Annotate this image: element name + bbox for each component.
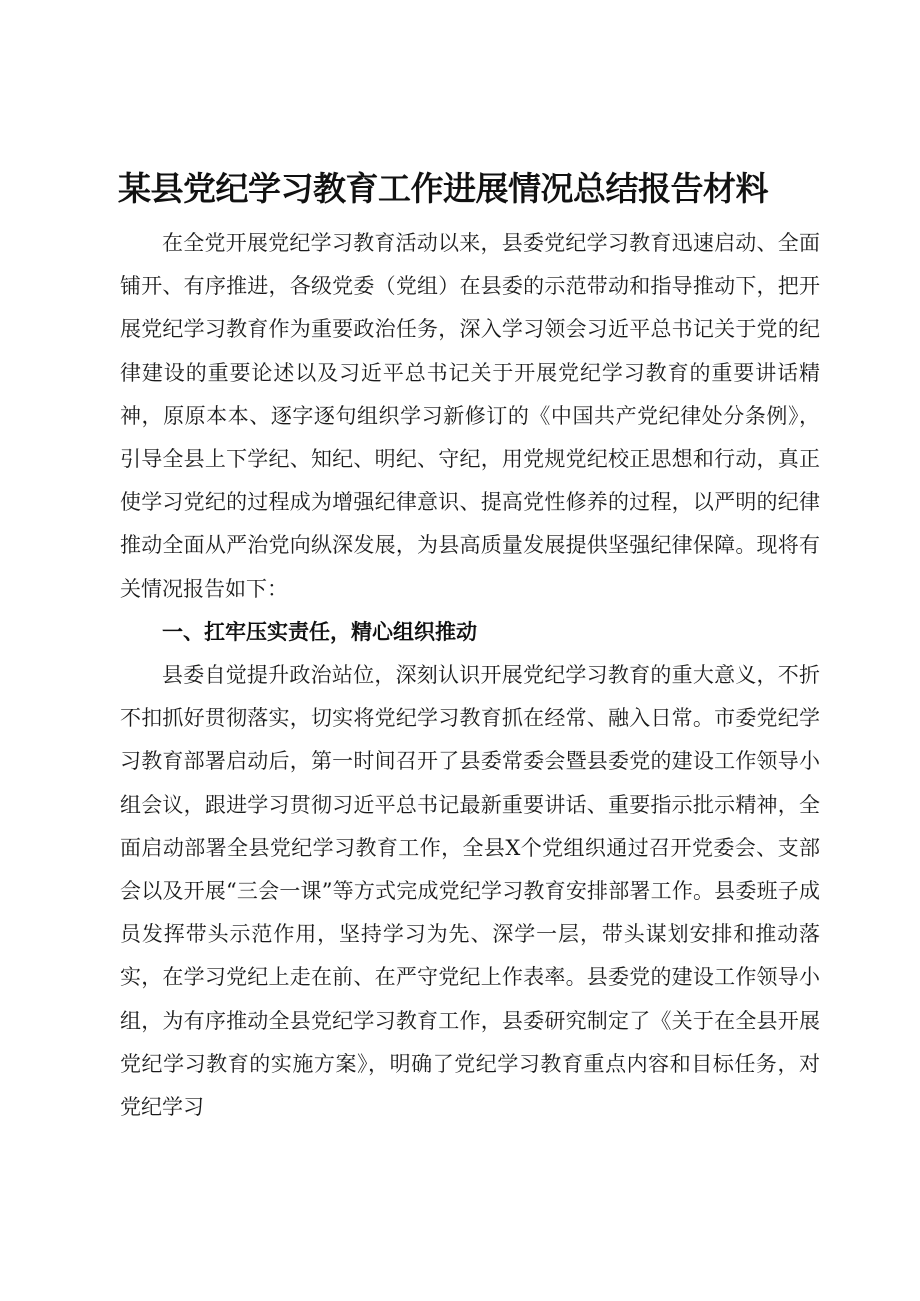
document-title: 某县党纪学习教育工作进展情况总结报告材料 — [118, 169, 768, 208]
document-body — [120, 222, 820, 1129]
intro-paragraph: 在全党开展党纪学习教育活动以来，县委党纪学习教育迅速启动、全面铺开、有序推进，各级党委（党组）在县委的示范带动和指导推动下，把开展党纪学习教育作为重要政治任务，深入学习领会习近平总书记关于党的纪律建设的重要论述以及习近平总书记关于开展党纪学习教育的重要讲话精神，原原本本、逐字逐句组织学习新修订的《中国共产党纪律处分条例》，引导全县上下学纪、知纪、明纪、守纪，用党规党纪校正思想和行动，真正使学习党纪的过程成为增强纪律意识、提高党性修养的过程，以严明的纪律推动全面从严治党向纵深发展，为县高质量发展提供坚强纪律保障。现将有关情况报告如下： — [120, 231, 820, 601]
section-heading: 一、扛牢压实责任，精心组织推动 — [162, 619, 477, 644]
section-paragraph: 县委自觉提升政治站位，深刻认识开展党纪学习教育的重大意义，不折不扣抓好贯彻落实，切实将党纪学习教育抓在经常、融入日常。市委党纪学习教育部署启动后，第一时间召开了县委常委会暨县委党的建设工作领导小组会议，跟进学习贯彻习近平总书记最新重要讲话、重要指示批示精神，全面启动部署全县党纪学习教育工作，全县X个党组织通过召开党委会、支部会以及开展“三会一课”等方式完成党纪学习教育安排部署工作。县委班子成员发挥带头示范作用，坚持学习为先、深学一层，带头谋划安排和推动落实，在学习党纪上走在前、在严守党纪上作表率。县委党的建设工作领导小组，为有序推动全县党纪学习教育工作，县委研究制定了《关于在全县开展党纪学习教育的实施方案》，明确了党纪学习教育重点内容和目标任务，对党纪学习 — [120, 663, 820, 1120]
